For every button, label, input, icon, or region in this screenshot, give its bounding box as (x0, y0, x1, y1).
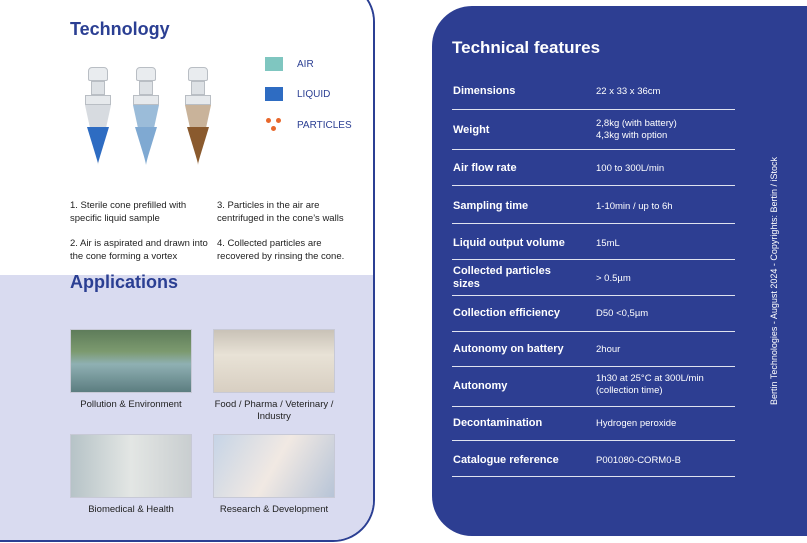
step-4: 4. Collected particles are recovered by rinsing the cone. (217, 238, 345, 262)
cone-step-1 (82, 67, 114, 167)
app-tile-pollution: Pollution & Environment (70, 329, 192, 411)
feature-row: Catalogue reference P001080-CORM0-B (452, 441, 735, 477)
feature-row: Collected particles sizes > 0.5µm (452, 260, 735, 296)
features-title: Technical features (452, 38, 601, 57)
feature-row: Dimensions 22 x 33 x 36cm (452, 78, 735, 110)
app-tile-biomedical: Biomedical & Health (70, 434, 192, 516)
feature-row: Air flow rate 100 to 300L/min (452, 150, 735, 186)
feature-row: Collection efficiency D50 <0,5µm (452, 296, 735, 332)
step-3: 3. Particles in the air are centrifuged in the cone’s walls (217, 200, 344, 224)
cone-step-3 (182, 67, 214, 167)
legend-particles: PARTICLES (265, 118, 352, 132)
app-tile-research: Research & Development (213, 434, 335, 516)
feature-row: Decontamination Hydrogen peroxide (452, 407, 735, 441)
particles-dots-icon (265, 118, 283, 132)
feature-row: Liquid output volume 15mL (452, 224, 735, 260)
technical-features-panel (432, 6, 807, 536)
pollution-photo-icon (70, 329, 192, 393)
feature-row: Sampling time 1-10min / up to 6h (452, 186, 735, 224)
cone-illustration (82, 67, 232, 172)
biomedical-photo-icon (70, 434, 192, 498)
cone-step-2 (130, 67, 162, 167)
legend-liquid: LIQUID (265, 87, 330, 101)
air-swatch-icon (265, 57, 283, 71)
feature-row: Autonomy 1h30 at 25°C at 300L/min (collection time) (452, 367, 735, 407)
app-tile-food: Food / Pharma / Veterinary / Industry (213, 329, 335, 423)
technology-title: Technology (70, 19, 170, 39)
step-1: 1. Sterile cone prefilled with specific liquid sample (70, 200, 187, 224)
step-2: 2. Air is aspirated and drawn into the cone forming a vortex (70, 238, 208, 262)
copyright-credit: Bertin Technologies - August 2024 - Copyrights: Bertin / iStock (769, 157, 779, 405)
research-photo-icon (213, 434, 335, 498)
legend-air: AIR (265, 57, 314, 71)
feature-row: Weight 2,8kg (with battery) 4,3kg with option (452, 110, 735, 150)
feature-row: Autonomy on battery 2hour (452, 332, 735, 367)
applications-title: Applications (70, 272, 179, 292)
liquid-swatch-icon (265, 87, 283, 101)
food-photo-icon (213, 329, 335, 393)
technology-section (0, 0, 373, 275)
left-panel (0, 0, 375, 542)
